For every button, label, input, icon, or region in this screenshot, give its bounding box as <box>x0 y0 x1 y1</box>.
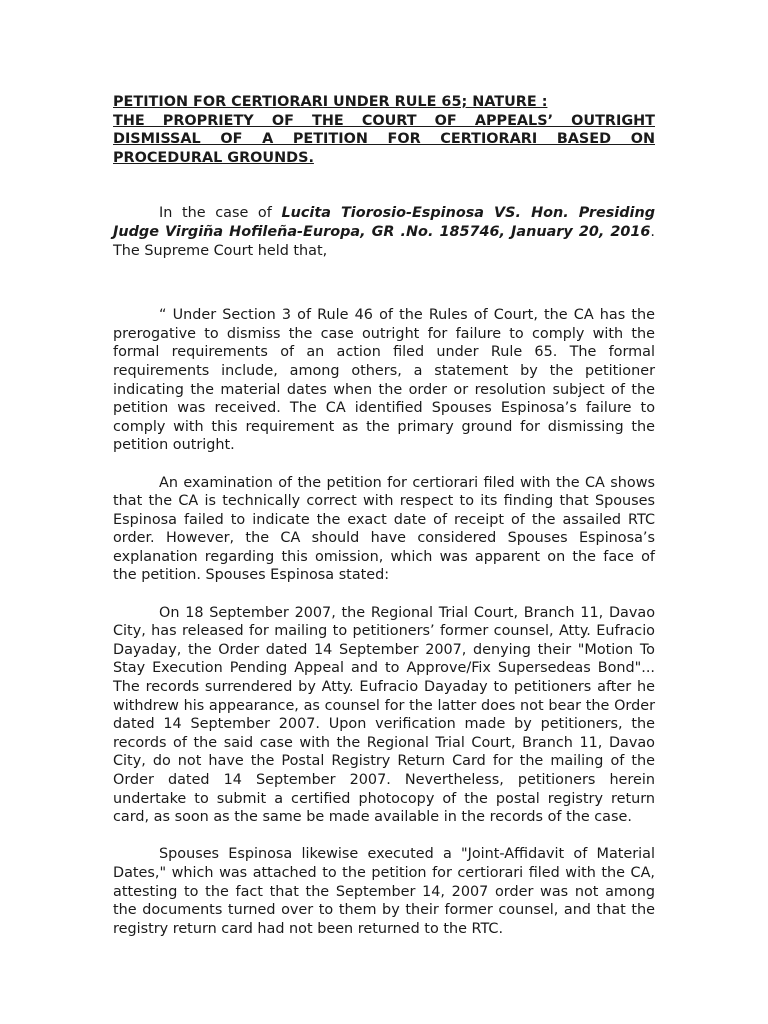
intro-prefix: In the case of <box>159 205 282 222</box>
document-page <box>113 93 655 938</box>
document-heading <box>113 93 655 167</box>
heading-line-1: PETITION FOR CERTIORARI UNDER RULE 65; NATURE : <box>113 94 548 110</box>
body-paragraph-3: On 18 September 2007, the Regional Trial Court, Branch 11, Davao City, has released for mailing to petitioners’ former counsel, Atty. Eufracio Dayaday, the Order dated 14 September 2007, denying their "Motion To Stay Execution Pending Appeal and to Approve/Fix Supersedeas Bond"... The records surrendered by Atty. Eufracio Dayaday to petitioners after he withdrew his appearance, as counsel for the latter does not bear the Order dated 14 September 2007. Upon verification made by petitioners, the records of the said case with the Regional Trial Court, Branch 11, Davao City, do not have the Postal Registry Return Card for the mailing of the Order dated 14 September 2007. Nevertheless, petitioners herein undertake to submit a certified photocopy of the postal registry return card, as soon as the same be made available in the records of the case. <box>113 604 655 826</box>
body-paragraph-2: An examination of the petition for certiorari filed with the CA shows that the CA is technically correct with respect to its finding that Spouses Espinosa failed to indicate the exact date of receipt of the assailed RTC order. However, the CA should have considered Spouses Espinosa’s explanation regarding this omission, which was apparent on the face of the petition. Spouses Espinosa stated: <box>113 474 655 584</box>
intro-suffix: . The Supreme Court held that, <box>113 223 655 259</box>
heading-line-2: THE PROPRIETY OF THE COURT OF APPEALS’ OUTRIGHT DISMISSAL OF A PETITION FOR CERTIORARI BASED ON PROCEDURAL GROUNDS. <box>113 112 655 166</box>
intro-paragraph <box>113 204 655 260</box>
case-citation: Lucita Tiorosio-Espinosa VS. Hon. Presiding Judge Virgiña Hofileña-Europa, GR .No. 185746, January 20, 2016 <box>113 205 656 240</box>
quote-paragraph: “ Under Section 3 of Rule 46 of the Rules of Court, the CA has the prerogative to dismiss the case outright for failure to comply with the formal requirements of an action filed under Rule 65. The formal requirements include, among others, a statement by the petitioner indicating the material dates when the order or resolution subject of the petition was received. The CA identified Spouses Espinosa’s failure to comply with this requirement as the primary ground for dismissing the petition outright. <box>113 307 655 454</box>
body-paragraph-4: Spouses Espinosa likewise executed a "Joint-Affidavit of Material Dates," which was attached to the petition for certiorari filed with the CA, attesting to the fact that the September 14, 2007 order was not among the documents turned over to them by their former counsel, and that the registry return card had not been returned to the RTC. <box>113 846 655 937</box>
